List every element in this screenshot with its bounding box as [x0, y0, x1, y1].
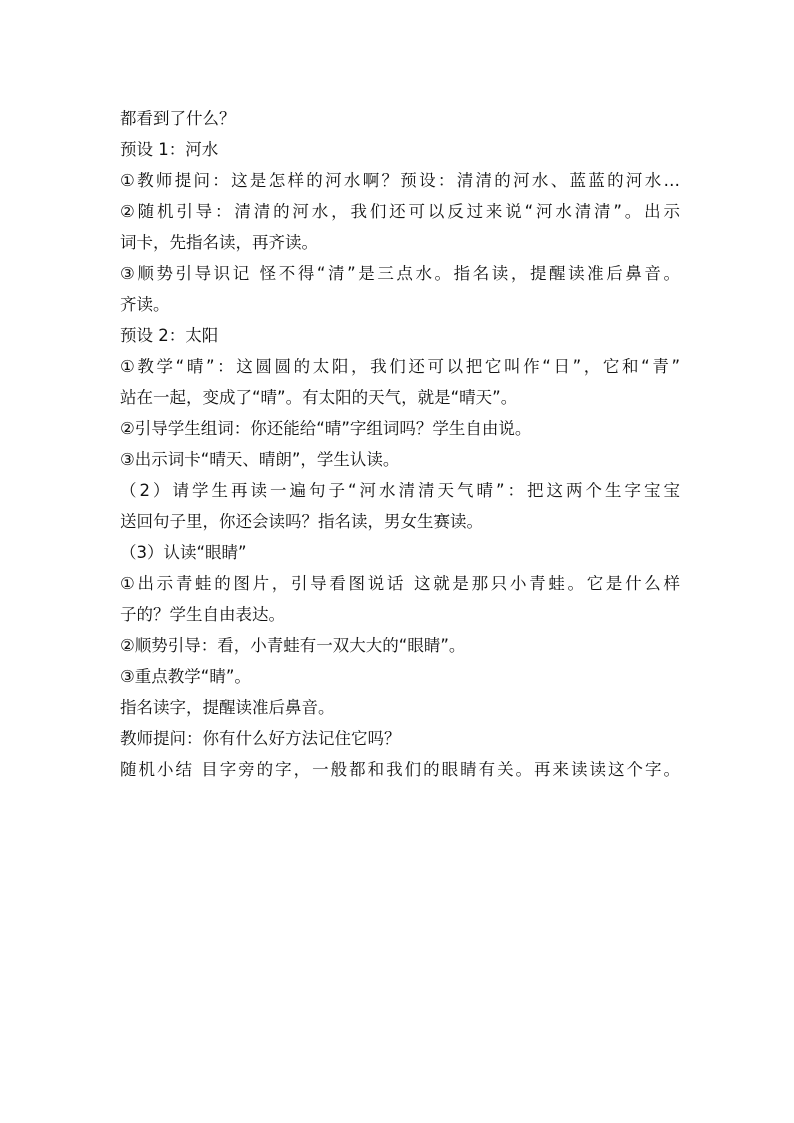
text-line: ①出示青蛙的图片，引导看图说话 这就是那只小青蛙。它是什么样 [120, 574, 680, 593]
text-line: ③顺势引导识记 怪不得“清”是三点水。指名读，提醒读准后鼻音。 [120, 264, 680, 283]
text-line: 预设 2：太阳 [120, 326, 219, 345]
text-line: 都看到了什么？ [120, 109, 236, 128]
text-line: ①教学“晴”：这圆圆的太阳，我们还可以把它叫作“日”，它和“青” [120, 357, 680, 376]
text-line: 送回句子里，你还会读吗？指名读，男女生赛读。 [120, 512, 483, 531]
text-line: ①教师提问：这是怎样的河水啊？预设：清清的河水、蓝蓝的河水… [120, 171, 680, 190]
text-line: 站在一起，变成了“晴”。有太阳的天气，就是“晴天”。 [120, 388, 518, 407]
text-line: 教师提问：你有什么好方法记住它吗？ [120, 729, 401, 748]
text-line: 子的？学生自由表达。 [120, 605, 285, 624]
text-line: 随机小结 目字旁的字，一般都和我们的眼睛有关。再来读读这个字。 [120, 760, 680, 779]
text-line: 齐读。 [120, 295, 170, 314]
text-line: （2）请学生再读一遍句子“河水清清天气晴”：把这两个生字宝宝 [120, 481, 680, 500]
lesson-plan-text [120, 103, 680, 785]
text-line: ②顺势引导：看，小青蛙有一双大大的“眼睛”。 [120, 636, 466, 655]
text-line: ②引导学生组词：你还能给“晴”字组词吗？学生自由说。 [120, 419, 532, 438]
text-line: ③出示词卡“晴天、晴朗”，学生认读。 [120, 450, 400, 469]
text-line: （3）认读“眼睛” [120, 543, 247, 562]
text-line: ②随机引导：清清的河水，我们还可以反过来说“河水清清”。出示 [120, 202, 680, 221]
text-line: ③重点教学“睛”。 [120, 667, 251, 686]
text-line: 词卡，先指名读，再齐读。 [120, 233, 318, 252]
text-line: 预设 1：河水 [120, 140, 219, 159]
text-line: 指名读字，提醒读准后鼻音。 [120, 698, 335, 717]
